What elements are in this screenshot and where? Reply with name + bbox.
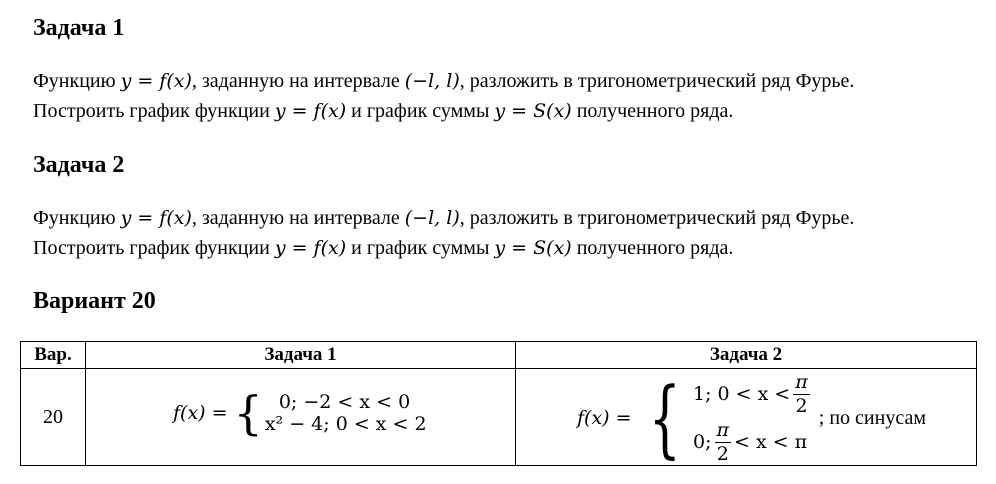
task1-line2-text-c: и график суммы [346, 100, 495, 122]
task2-case-2-fraction [715, 418, 732, 465]
task1-formula-brace: { [233, 386, 263, 440]
task2-case-1-fraction [793, 370, 810, 417]
task1-line2-math-yfx: y = f(x) [274, 100, 347, 122]
task2-case-2-text-pre: 0; [693, 431, 712, 453]
task2-formula-cases [693, 370, 813, 466]
task1-line1-text-a: Функцию [33, 70, 121, 92]
task2-note-sine-series: ; по синусам [818, 406, 926, 429]
task2-line2-math-ysx: y = S(x) [494, 237, 572, 259]
task2-line1-text-c: , заданную на интервале [191, 207, 405, 229]
task2-formula [577, 370, 926, 466]
task2-line2-text-a: Построить график функции [33, 237, 275, 259]
task2-line2-math-yfx: y = f(x) [274, 237, 347, 259]
task1-formula [173, 386, 427, 440]
task2-case-2-text-post: < x < π [734, 431, 808, 453]
task2-case-2-numerator: π [716, 418, 729, 441]
task1-line2-text-a: Построить график функции [33, 100, 275, 122]
task1-line2-text-e: полученного ряда. [571, 100, 734, 122]
cell-variant-number: 20 [43, 405, 63, 428]
task1-line1-text-e: , разложить в тригонометрический ряд Фурье. [459, 70, 855, 92]
task2-case-1-denominator: 2 [795, 394, 808, 417]
task1-title: Задача 1 [33, 15, 125, 41]
task1-line2-math-ysx: y = S(x) [494, 100, 572, 122]
task2-case-1-text: 1; 0 < x < [693, 383, 791, 405]
header-task2: Задача 2 [709, 344, 783, 365]
task1-formula-cases [265, 391, 427, 435]
variant-title: Вариант 20 [33, 288, 156, 314]
variant-table [20, 341, 977, 466]
task2-formula-lhs: f(x) = [577, 407, 632, 429]
task2-line2-text-e: полученного ряда. [571, 237, 734, 259]
task2-case-2 [693, 418, 813, 466]
header-task1: Задача 1 [264, 344, 337, 365]
task2-line1 [33, 205, 854, 231]
task2-line2-text-c: и график суммы [346, 237, 495, 259]
task2-line2 [33, 235, 733, 261]
task1-line2 [33, 98, 733, 124]
task2-line1-text-e: , разложить в тригонометрический ряд Фурье. [459, 207, 855, 229]
task1-line1-text-c: , заданную на интервале [191, 70, 405, 92]
task1-case-2: x² − 4; 0 < x < 2 [264, 413, 427, 435]
task2-line1-math-yfx: y = f(x) [120, 207, 192, 229]
task2-title: Задача 2 [33, 152, 125, 178]
task1-case-1: 0; −2 < x < 0 [278, 391, 411, 413]
task2-case-1-numerator: π [795, 370, 808, 393]
task2-case-2-denominator: 2 [716, 442, 729, 465]
task2-line1-math-interval: (−l, l) [404, 207, 460, 229]
task1-line1-math-yfx: y = f(x) [120, 70, 192, 92]
task1-line1 [33, 68, 854, 94]
task2-line1-text-a: Функцию [33, 207, 121, 229]
task2-formula-brace: { [648, 369, 681, 467]
task1-line1-math-interval: (−l, l) [404, 70, 460, 92]
task2-case-1 [693, 370, 813, 418]
task1-formula-lhs: f(x) = [173, 402, 228, 424]
header-var: Вар. [34, 344, 72, 365]
table-header-divider [21, 368, 976, 369]
